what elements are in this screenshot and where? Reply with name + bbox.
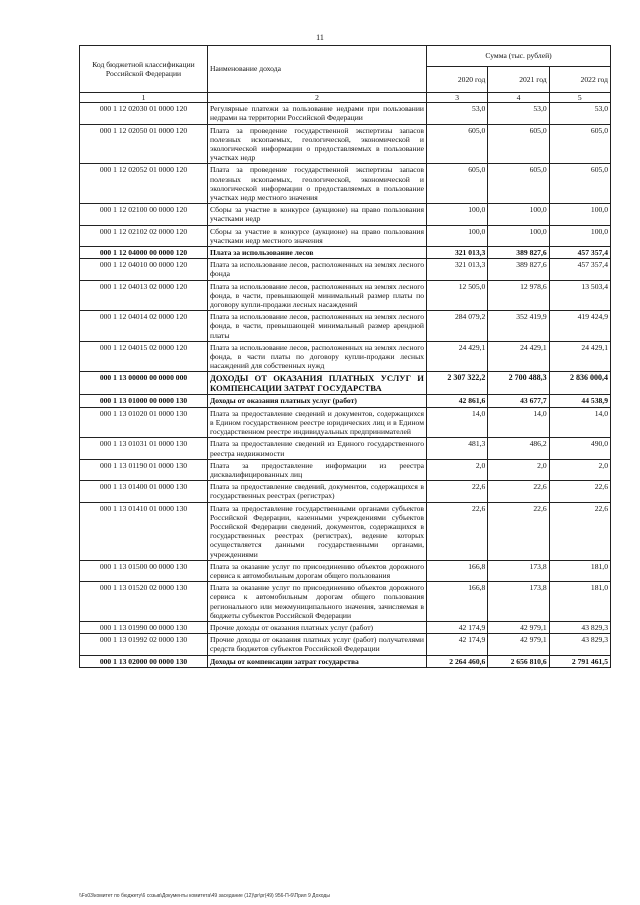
value-2022-cell: 181,0 bbox=[549, 582, 610, 622]
value-2020-cell: 22,6 bbox=[427, 481, 488, 502]
table-row bbox=[80, 259, 611, 280]
value-2021-cell: 100,0 bbox=[488, 225, 549, 246]
revenue-name-cell: Плата за оказание услуг по присоединению объектов дорожного сервиса к автомобильным дорогам общего пользования bbox=[208, 560, 427, 581]
budget-code-cell: 000 1 12 02100 00 0000 120 bbox=[80, 204, 208, 225]
value-2021-cell: 42 979,1 bbox=[488, 621, 549, 633]
table-row bbox=[80, 280, 611, 311]
budget-code-cell: 000 1 12 04000 00 0000 120 bbox=[80, 247, 208, 259]
revenue-name-cell: Доходы от компенсации затрат государства bbox=[208, 655, 427, 667]
value-2021-cell: 2,0 bbox=[488, 459, 549, 480]
revenue-name-cell: Сборы за участие в конкурсе (аукционе) на право пользования участками недр bbox=[208, 204, 427, 225]
value-2021-cell: 605,0 bbox=[488, 124, 549, 164]
budget-code-cell: 000 1 12 02052 01 0000 120 bbox=[80, 164, 208, 204]
budget-code-cell: 000 1 13 01190 01 0000 130 bbox=[80, 459, 208, 480]
budget-code-cell: 000 1 13 01990 00 0000 130 bbox=[80, 621, 208, 633]
table-row bbox=[80, 372, 611, 395]
table-row bbox=[80, 225, 611, 246]
value-2020-cell: 42 174,9 bbox=[427, 621, 488, 633]
value-2022-cell: 100,0 bbox=[549, 225, 610, 246]
value-2022-cell: 457 357,4 bbox=[549, 247, 610, 259]
revenue-name-cell: Плата за предоставление сведений и документов, содержащихся в Едином государственном реестре юридических лиц и в Едином государственном реестре индивидуальных предпринимателей bbox=[208, 407, 427, 438]
value-2021-cell: 389 827,6 bbox=[488, 259, 549, 280]
value-2022-cell: 2 791 461,5 bbox=[549, 655, 610, 667]
table-row bbox=[80, 311, 611, 342]
budget-code-cell: 000 1 12 02050 01 0000 120 bbox=[80, 124, 208, 164]
table-row bbox=[80, 481, 611, 502]
revenue-name-cell: Доходы от оказания платных услуг (работ) bbox=[208, 395, 427, 407]
revenue-name-cell: Плата за предоставление сведений, документов, содержащихся в государственных реестрах (регистрах) bbox=[208, 481, 427, 502]
header-name: Наименование дохода bbox=[208, 46, 427, 93]
value-2021-cell: 2 700 488,3 bbox=[488, 372, 549, 395]
budget-code-cell: 000 1 13 01520 02 0000 130 bbox=[80, 582, 208, 622]
table-row bbox=[80, 560, 611, 581]
header-year-2021: 2021 год bbox=[488, 67, 549, 93]
revenue-name-cell: Плата за оказание услуг по присоединению объектов дорожного сервиса к автомобильным дорогам общего пользования регионального или межмуниципального значения, зачисляемая в бюджеты субъектов Российской Федерации bbox=[208, 582, 427, 622]
value-2020-cell: 166,8 bbox=[427, 582, 488, 622]
value-2022-cell: 100,0 bbox=[549, 204, 610, 225]
budget-code-cell: 000 1 13 01031 01 0000 130 bbox=[80, 438, 208, 459]
revenue-name-cell: Сборы за участие в конкурсе (аукционе) на право пользования участками недр местного значения bbox=[208, 225, 427, 246]
table-row bbox=[80, 438, 611, 459]
budget-code-cell: 000 1 12 04010 00 0000 120 bbox=[80, 259, 208, 280]
value-2022-cell: 14,0 bbox=[549, 407, 610, 438]
value-2021-cell: 53,0 bbox=[488, 103, 549, 124]
budget-code-cell: 000 1 13 01000 00 0000 130 bbox=[80, 395, 208, 407]
budget-code-cell: 000 1 13 00000 00 0000 000 bbox=[80, 372, 208, 395]
value-2022-cell: 2,0 bbox=[549, 459, 610, 480]
budget-code-cell: 000 1 13 01020 01 0000 130 bbox=[80, 407, 208, 438]
revenue-name-cell: ДОХОДЫ ОТ ОКАЗАНИЯ ПЛАТНЫХ УСЛУГ И КОМПЕНСАЦИИ ЗАТРАТ ГОСУДАРСТВА bbox=[208, 372, 427, 395]
revenue-name-cell: Плата за предоставление государственными органами субъектов Российской Федерации, казенными учреждениями субъектов Российской Федерации сведений, документов, содержащихся в государственных реестрах (регистрах), ведение которых осуществляется данными государственными органами, учреждениями bbox=[208, 502, 427, 560]
table-row bbox=[80, 621, 611, 633]
revenue-name-cell: Плата за проведение государственной экспертизы запасов полезных ископаемых, геологической, экономической и экологической информации о предоставляемых в пользование участках недр местного значения bbox=[208, 164, 427, 204]
column-index: 2 bbox=[208, 93, 427, 103]
value-2022-cell: 22,6 bbox=[549, 502, 610, 560]
column-index: 1 bbox=[80, 93, 208, 103]
value-2022-cell: 490,0 bbox=[549, 438, 610, 459]
revenue-name-cell: Плата за использование лесов, расположенных на землях лесного фонда, в части платы по договору купли-продажи лесных насаждений для собственных нужд bbox=[208, 341, 427, 372]
value-2021-cell: 43 677,7 bbox=[488, 395, 549, 407]
value-2022-cell: 457 357,4 bbox=[549, 259, 610, 280]
revenue-name-cell: Прочие доходы от оказания платных услуг (работ) получателями средств бюджетов субъектов Российской Федерации bbox=[208, 634, 427, 655]
value-2021-cell: 173,8 bbox=[488, 560, 549, 581]
value-2022-cell: 181,0 bbox=[549, 560, 610, 581]
revenue-name-cell: Прочие доходы от оказания платных услуг (работ) bbox=[208, 621, 427, 633]
value-2022-cell: 44 538,9 bbox=[549, 395, 610, 407]
value-2022-cell: 53,0 bbox=[549, 103, 610, 124]
value-2021-cell: 42 979,1 bbox=[488, 634, 549, 655]
header-year-2022: 2022 год bbox=[549, 67, 610, 93]
column-index: 4 bbox=[488, 93, 549, 103]
value-2022-cell: 605,0 bbox=[549, 124, 610, 164]
table-row bbox=[80, 341, 611, 372]
value-2020-cell: 100,0 bbox=[427, 204, 488, 225]
budget-code-cell: 000 1 12 02030 01 0000 120 bbox=[80, 103, 208, 124]
revenue-name-cell: Плата за использование лесов, расположенных на землях лесного фонда, в части, превышающей минимальный размер арендной платы bbox=[208, 311, 427, 342]
revenue-name-cell: Плата за предоставление информации из реестра дисквалифицированных лиц bbox=[208, 459, 427, 480]
value-2022-cell: 419 424,9 bbox=[549, 311, 610, 342]
revenue-name-cell: Плата за использование лесов bbox=[208, 247, 427, 259]
header-code: Код бюджетной классификации Российской Федерации bbox=[80, 46, 208, 93]
column-index: 5 bbox=[549, 93, 610, 103]
value-2021-cell: 22,6 bbox=[488, 481, 549, 502]
revenue-name-cell: Плата за предоставление сведений из Единого государственного реестра недвижимости bbox=[208, 438, 427, 459]
value-2022-cell: 605,0 bbox=[549, 164, 610, 204]
value-2020-cell: 166,8 bbox=[427, 560, 488, 581]
value-2020-cell: 605,0 bbox=[427, 164, 488, 204]
table-row bbox=[80, 395, 611, 407]
table-row bbox=[80, 164, 611, 204]
table-row bbox=[80, 502, 611, 560]
value-2021-cell: 352 419,9 bbox=[488, 311, 549, 342]
table-row bbox=[80, 459, 611, 480]
table-row bbox=[80, 103, 611, 124]
value-2020-cell: 605,0 bbox=[427, 124, 488, 164]
revenue-name-cell: Плата за использование лесов, расположенных на землях лесного фонда bbox=[208, 259, 427, 280]
value-2020-cell: 24 429,1 bbox=[427, 341, 488, 372]
file-path-footer: \\Fs03\комитет по бюджету\6 созыв\Документы комитета\49 заседание (12)\pr\pr(49) 956-П-6\Прил 9 Доходы bbox=[79, 893, 330, 899]
value-2020-cell: 2 307 322,2 bbox=[427, 372, 488, 395]
value-2020-cell: 12 505,0 bbox=[427, 280, 488, 311]
value-2022-cell: 43 829,3 bbox=[549, 621, 610, 633]
table-row bbox=[80, 124, 611, 164]
value-2021-cell: 22,6 bbox=[488, 502, 549, 560]
budget-code-cell: 000 1 13 01992 02 0000 130 bbox=[80, 634, 208, 655]
value-2021-cell: 605,0 bbox=[488, 164, 549, 204]
value-2020-cell: 22,6 bbox=[427, 502, 488, 560]
value-2020-cell: 2 264 460,6 bbox=[427, 655, 488, 667]
table-row bbox=[80, 204, 611, 225]
column-index-row bbox=[80, 93, 611, 103]
value-2020-cell: 284 079,2 bbox=[427, 311, 488, 342]
value-2021-cell: 24 429,1 bbox=[488, 341, 549, 372]
budget-code-cell: 000 1 12 04014 02 0000 120 bbox=[80, 311, 208, 342]
value-2021-cell: 389 827,6 bbox=[488, 247, 549, 259]
value-2022-cell: 2 836 000,4 bbox=[549, 372, 610, 395]
header-sum: Сумма (тыс. рублей) bbox=[427, 46, 611, 67]
value-2020-cell: 321 013,3 bbox=[427, 259, 488, 280]
value-2021-cell: 486,2 bbox=[488, 438, 549, 459]
value-2020-cell: 42 174,9 bbox=[427, 634, 488, 655]
budget-code-cell: 000 1 12 02102 02 0000 120 bbox=[80, 225, 208, 246]
table-body bbox=[80, 103, 611, 668]
budget-code-cell: 000 1 13 01500 00 0000 130 bbox=[80, 560, 208, 581]
revenue-name-cell: Плата за использование лесов, расположенных на землях лесного фонда, в части, превышающей минимальный размер платы по договору купли-продажи лесных насаждений bbox=[208, 280, 427, 311]
value-2021-cell: 2 656 810,6 bbox=[488, 655, 549, 667]
value-2022-cell: 24 429,1 bbox=[549, 341, 610, 372]
revenue-name-cell: Регулярные платежи за пользование недрами при пользовании недрами на территории Российской Федерации bbox=[208, 103, 427, 124]
table-row bbox=[80, 655, 611, 667]
table-row bbox=[80, 582, 611, 622]
value-2020-cell: 481,3 bbox=[427, 438, 488, 459]
value-2021-cell: 12 978,6 bbox=[488, 280, 549, 311]
budget-code-cell: 000 1 13 02000 00 0000 130 bbox=[80, 655, 208, 667]
budget-code-cell: 000 1 12 04015 02 0000 120 bbox=[80, 341, 208, 372]
value-2020-cell: 100,0 bbox=[427, 225, 488, 246]
value-2020-cell: 14,0 bbox=[427, 407, 488, 438]
revenue-name-cell: Плата за проведение государственной экспертизы запасов полезных ископаемых, геологической, экономической и экологической информации о предоставляемых в пользование участках недр bbox=[208, 124, 427, 164]
budget-code-cell: 000 1 12 04013 02 0000 120 bbox=[80, 280, 208, 311]
value-2020-cell: 321 013,3 bbox=[427, 247, 488, 259]
value-2020-cell: 2,0 bbox=[427, 459, 488, 480]
table-row bbox=[80, 247, 611, 259]
value-2020-cell: 53,0 bbox=[427, 103, 488, 124]
value-2022-cell: 43 829,3 bbox=[549, 634, 610, 655]
page-number: 11 bbox=[316, 33, 324, 42]
value-2022-cell: 22,6 bbox=[549, 481, 610, 502]
budget-code-cell: 000 1 13 01400 01 0000 130 bbox=[80, 481, 208, 502]
header-year-2020: 2020 год bbox=[427, 67, 488, 93]
column-index: 3 bbox=[427, 93, 488, 103]
value-2022-cell: 13 503,4 bbox=[549, 280, 610, 311]
table-row bbox=[80, 407, 611, 438]
table-row bbox=[80, 634, 611, 655]
value-2021-cell: 100,0 bbox=[488, 204, 549, 225]
revenue-table bbox=[79, 45, 611, 668]
budget-code-cell: 000 1 13 01410 01 0000 130 bbox=[80, 502, 208, 560]
value-2020-cell: 42 861,6 bbox=[427, 395, 488, 407]
value-2021-cell: 173,8 bbox=[488, 582, 549, 622]
value-2021-cell: 14,0 bbox=[488, 407, 549, 438]
